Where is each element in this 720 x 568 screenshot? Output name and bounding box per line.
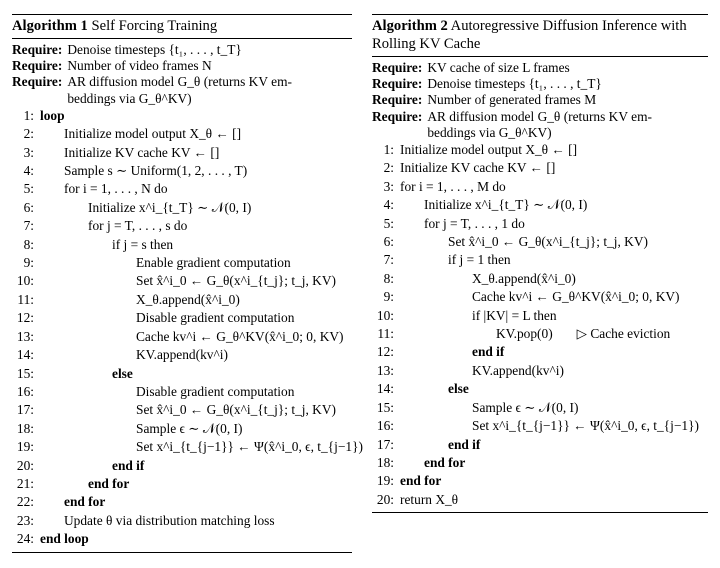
require-line [12, 74, 352, 106]
require-line [372, 60, 708, 76]
step-number: 8: [23, 236, 34, 252]
require-text-line: AR diffusion model G_θ (returns KV em- [427, 108, 652, 124]
step-number: 8: [383, 270, 394, 286]
algorithm-step [372, 436, 708, 454]
algorithm-step [372, 343, 708, 361]
step-text: Cache kv^i ← G_θ^KV(x̂^i_0; 0, KV) [472, 289, 680, 305]
step-text: Disable gradient computation [136, 383, 295, 399]
step-text: Sample ϵ ∼ 𝒩(0, I) [136, 420, 243, 436]
require-keyword: Require: [372, 76, 423, 92]
algorithm-step [12, 512, 352, 530]
step-text: Initialize KV cache KV ← [] [64, 144, 220, 160]
step-text: Set x̂^i_0 ← G_θ(x^i_{t_j}; t_j, KV) [136, 402, 336, 418]
step-number: 22: [16, 494, 34, 510]
step-number: 10: [376, 307, 394, 323]
algorithm-2-steps [372, 141, 708, 509]
algorithm-step [12, 144, 352, 162]
algorithm-step [12, 383, 352, 401]
require-text-continuation: beddings via G_θ^KV) [67, 90, 192, 106]
step-text: end if [112, 457, 145, 473]
algorithm-step [12, 236, 352, 254]
require-text [422, 109, 708, 141]
algorithm-step [372, 362, 708, 380]
algorithm-step [12, 125, 352, 143]
step-text: end for [424, 454, 466, 470]
algorithm-step [12, 180, 352, 198]
require-line [372, 92, 708, 108]
step-number: 21: [16, 475, 34, 491]
algorithm-step [372, 159, 708, 177]
step-number: 14: [16, 347, 34, 363]
step-number: 17: [376, 436, 394, 452]
step-text: Initialize model output X_θ ← [] [400, 142, 578, 158]
algorithm-1-title-text: Self Forcing Training [91, 18, 218, 34]
step-text: Update θ via distribution matching loss [64, 512, 275, 528]
algorithm-step [372, 472, 708, 490]
step-text: Initialize model output X_θ ← [] [64, 126, 242, 142]
algorithm-1-block [12, 14, 363, 553]
require-keyword: Require: [372, 60, 423, 75]
algorithm-step [372, 417, 708, 435]
algorithm-step [372, 399, 708, 417]
algorithm-step [12, 328, 352, 346]
algorithm-step [12, 457, 352, 475]
algorithm-2-title [372, 15, 708, 56]
step-number: 15: [376, 399, 394, 415]
step-text: else [112, 365, 133, 381]
step-number: 12: [376, 344, 394, 360]
require-text: Number of video frames N [67, 58, 212, 74]
step-number: 5: [383, 215, 394, 231]
algorithm-step [12, 199, 352, 217]
step-number: 1: [23, 107, 34, 123]
step-number: 15: [16, 365, 34, 381]
step-text: end loop [40, 531, 89, 547]
require-line [372, 76, 708, 92]
step-text: Set x^i_{t_{j−1}} ← Ψ(x̂^i_0, ϵ, t_{j−1}) [136, 439, 363, 455]
step-number: 11: [377, 326, 394, 342]
step-text: end if [472, 344, 505, 360]
step-number: 13: [376, 362, 394, 378]
step-text: Sample ϵ ∼ 𝒩(0, I) [472, 399, 579, 415]
require-keyword: Require: [12, 42, 63, 57]
require-text: KV cache of size L frames [427, 60, 570, 75]
step-text: else [448, 381, 469, 397]
require-keyword: Require: [372, 108, 423, 124]
step-text: Set x^i_{t_{j−1}} ← Ψ(x̂^i_0, ϵ, t_{j−1}) [472, 418, 699, 434]
step-text: X_θ.append(x̂^i_0) [472, 270, 576, 286]
step-number: 6: [383, 234, 394, 250]
step-number: 11: [17, 291, 34, 307]
step-text: Cache kv^i ← G_θ^KV(x̂^i_0; 0, KV) [136, 328, 344, 344]
algorithm-step [12, 530, 352, 548]
step-text: Initialize x^i_{t_T} ∼ 𝒩(0, I) [424, 197, 588, 213]
require-line [12, 42, 352, 58]
step-text: end for [88, 475, 130, 491]
algorithm-step [372, 233, 708, 251]
algorithm-step [372, 491, 708, 509]
step-text: for j = T, . . . , 1 do [424, 215, 525, 231]
step-number: 18: [16, 420, 34, 436]
algorithm-step [12, 365, 352, 383]
step-number: 13: [16, 328, 34, 344]
algorithm-step [12, 272, 352, 290]
algorithm-step [372, 454, 708, 472]
require-line [372, 109, 708, 141]
step-number: 2: [23, 126, 34, 142]
step-comment: ▷ Cache eviction [576, 326, 671, 342]
step-number: 6: [23, 199, 34, 215]
algorithm-1-steps [12, 107, 363, 549]
require-text-line: AR diffusion model G_θ (returns KV em- [67, 74, 292, 90]
step-number: 1: [383, 142, 394, 158]
bottom-rule [12, 552, 352, 553]
step-text: if j = s then [112, 236, 174, 252]
step-text: end for [64, 494, 106, 510]
step-number: 7: [383, 252, 394, 268]
require-text [62, 74, 352, 106]
algorithm-step [12, 475, 352, 493]
step-text: end if [448, 436, 481, 452]
step-number: 4: [383, 197, 394, 213]
algorithm-step [12, 217, 352, 235]
algorithm-step [12, 420, 352, 438]
algorithm-step [372, 251, 708, 269]
require-text: Denoise timesteps {t₁, . . . , t_T} [427, 76, 602, 92]
step-text: KV.append(kv^i) [136, 347, 228, 363]
step-number: 20: [16, 457, 34, 473]
step-text: KV.pop(0) [496, 326, 553, 342]
algorithm-step [12, 162, 352, 180]
require-line [12, 58, 352, 74]
step-text: for j = T, . . . , s do [88, 218, 188, 234]
step-text: Set x̂^i_0 ← G_θ(x^i_{t_j}; t_j, KV) [136, 273, 336, 289]
step-number: 20: [376, 491, 394, 507]
algorithm-step [372, 215, 708, 233]
step-number: 4: [23, 163, 34, 179]
algorithm-step [372, 380, 708, 398]
step-text: Set x̂^i_0 ← G_θ(x^i_{t_j}; t_j, KV) [448, 234, 648, 250]
step-number: 5: [23, 181, 34, 197]
require-text: Number of generated frames M [427, 92, 597, 108]
step-number: 18: [376, 454, 394, 470]
require-text: Denoise timesteps {t₁, . . . , t_T} [67, 42, 242, 57]
step-text: Sample s ∼ Uniform(1, 2, . . . , T) [64, 163, 248, 179]
algorithm-step [12, 401, 352, 419]
step-number: 9: [23, 255, 34, 271]
algorithm-step [12, 438, 363, 456]
step-text: X_θ.append(x̂^i_0) [136, 291, 240, 307]
step-number: 7: [23, 218, 34, 234]
algorithm-step [372, 270, 708, 288]
algorithm-1-label: Algorithm 1 [12, 18, 88, 34]
step-text: if |KV| = L then [472, 307, 557, 323]
algorithm-step [372, 141, 708, 159]
algorithm-step [372, 288, 708, 306]
step-number: 10: [16, 273, 34, 289]
step-text: loop [40, 107, 65, 123]
algorithm-step [12, 254, 352, 272]
step-text: if j = 1 then [448, 252, 511, 268]
step-number: 14: [376, 381, 394, 397]
step-number: 9: [383, 289, 394, 305]
algorithm-step [12, 493, 352, 511]
step-number: 19: [376, 473, 394, 489]
algorithm-2-title-text: Autoregressive Diffusion Inference with Rolling KV Cache [372, 18, 687, 52]
algorithm-step [372, 307, 708, 325]
step-number: 2: [383, 160, 394, 176]
require-text-continuation: beddings via G_θ^KV) [427, 124, 552, 140]
step-number: 17: [16, 402, 34, 418]
algorithm-step [12, 291, 352, 309]
step-text: KV.append(kv^i) [472, 362, 564, 378]
algorithm-1-title [12, 15, 352, 38]
step-number: 16: [16, 383, 34, 399]
bottom-rule [372, 512, 708, 513]
step-text: Initialize x^i_{t_T} ∼ 𝒩(0, I) [88, 199, 252, 215]
algorithm-step [372, 196, 708, 214]
algorithm-2-block [372, 14, 708, 513]
step-number: 16: [376, 418, 394, 434]
require-keyword: Require: [372, 92, 423, 108]
step-number: 24: [16, 531, 34, 547]
algorithm-2-label: Algorithm 2 [372, 18, 448, 34]
step-text: for i = 1, . . . , M do [400, 178, 506, 194]
algorithm-step [12, 107, 352, 125]
step-number: 23: [16, 512, 34, 528]
step-text: Initialize KV cache KV ← [] [400, 160, 556, 176]
step-number: 12: [16, 310, 34, 326]
algorithm-step [372, 178, 708, 196]
algorithm-step [12, 346, 352, 364]
step-text: return X_θ [400, 491, 459, 507]
require-keyword: Require: [12, 74, 63, 90]
step-text: for i = 1, . . . , N do [64, 181, 168, 197]
algorithm-step [372, 325, 708, 343]
step-number: 3: [23, 144, 34, 160]
step-number: 3: [383, 178, 394, 194]
algorithm-step [12, 309, 352, 327]
require-keyword: Require: [12, 58, 63, 74]
step-number: 19: [16, 439, 34, 455]
step-text: Enable gradient computation [136, 255, 291, 271]
step-text: end for [400, 473, 442, 489]
step-text: Disable gradient computation [136, 310, 295, 326]
